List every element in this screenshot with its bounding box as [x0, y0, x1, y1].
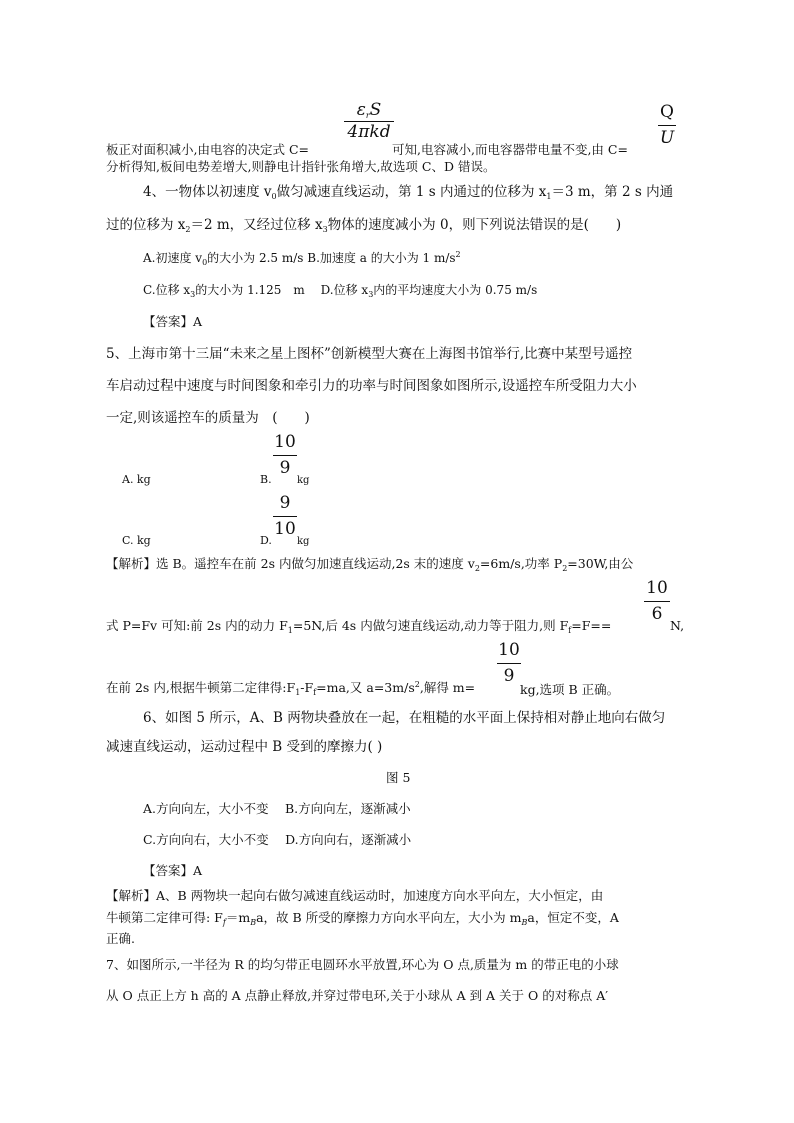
- q5-explanation-line-1: 【解析】选 B。遥控车在前 2s 内做匀加速直线运动,2s 末的速度 $v_2=6m/s$,功率 $P_2=30W$,由公: [106, 556, 634, 573]
- q5-option-c: C. kg: [122, 534, 151, 547]
- capacitor-line-1b: 可知,电容减小,而电容器带电量不变,由 C=: [392, 142, 628, 157]
- q7-stem-line-1: 7、如图所示,一半径为 R 的均匀带正电圆环水平放置,环心为 O 点,质量为 m 的带正电的小球: [106, 957, 619, 972]
- capacitor-line-1a: 板正对面积减小,由电容的决定式 C=: [106, 142, 309, 157]
- q5-explanation-line-2: 式 P=Fv 可知:前 2s 内的动力 $F_1=5N$,后 4s 内做匀速直线运动,动力等于阻力,则 $F_f=F==$: [106, 618, 612, 635]
- q5-explanation-line-3-end: kg,选项 B 正确。: [520, 682, 620, 697]
- q5-option-b-unit: kg: [297, 475, 310, 486]
- figure-caption: 图 5: [386, 770, 411, 785]
- q5-option-d-fraction: 9 10: [274, 493, 296, 539]
- q5-mass-fraction: 10 9: [498, 640, 520, 686]
- q4-stem-line-1: 4、一物体以初速度 $v_0$做匀减速直线运动，第 1 s 内通过的位移为 $x_1=3$ m，第 2 s 内通: [143, 184, 674, 201]
- q7-stem-line-2: 从 O 点正上方 h 高的 A 点静止释放,并穿过带电环,关于小球从 A 到 A 关于 O 的对称点 A′: [106, 988, 609, 1003]
- q5-explanation-line-3: 在前 2s 内,根据牛顿第二定律得$:F_1-F_f=ma$,又 $a=3m/s^2$,解得 m=: [106, 680, 476, 697]
- q6-stem-line-2: 减速直线运动，运动过程中 B 受到的摩擦力( ): [106, 739, 383, 755]
- q5-option-a: A. kg: [122, 473, 151, 486]
- q5-option-d-label: D.: [260, 534, 272, 547]
- q5-resistance-fraction: 10 6: [644, 580, 670, 623]
- q5-option-b-fraction: 10 9: [274, 432, 296, 478]
- q6-answer: 【答案】A: [143, 863, 203, 878]
- q4-option-c-d: C.位移 $x_3$的大小为 1.125 m D.位移 $x_3$内的平均速度大小为 0.75 m/s: [143, 283, 538, 299]
- q6-explanation-line-3: 正确.: [106, 931, 135, 946]
- capacitor-line-2: 分析得知,板间电势差增大,则静电计指针张角增大,故选项 C、D 错误。: [106, 159, 496, 174]
- q5-stem-line-1: 5、上海市第十三届“未来之星上图杯”创新模型大赛在上海图书馆举行,比赛中某型号遥控: [106, 346, 633, 362]
- q4-stem-line-2: 过的位移为 $x_2=2$ m，又经过位移 $x_3$物体的速度减小为 0，则下列说法错误的是( ): [106, 217, 622, 234]
- q5-option-b-label: B.: [260, 473, 272, 486]
- voltage-formula-fraction: Q U: [659, 102, 675, 148]
- q5-explanation-line-2-end: N,: [670, 618, 685, 633]
- q6-options-a-b: A.方向向左，大小不变 B.方向向左，逐渐减小: [143, 801, 411, 816]
- q6-stem-line-1: 6、如图 5 所示，A、B 两物块叠放在一起，在粗糙的水平面上保持相对静止地向右做匀: [143, 710, 666, 726]
- q6-explanation-line-2: 牛顿第二定律可得: $F_f=m_Ba$，故 B 所受的摩擦力方向水平向左，大小为 $m_Ba$，恒定不变，A: [106, 910, 619, 927]
- capacitance-formula-fraction: $\varepsilon_rS$ 4πkd: [344, 102, 394, 141]
- q4-answer: 【答案】A: [143, 314, 203, 329]
- q5-stem-line-2: 车启动过程中速度与时间图象和牵引力的功率与时间图象如图所示,设遥控车所受阻力大小: [106, 378, 637, 394]
- q5-option-d-unit: kg: [297, 536, 310, 547]
- q6-options-c-d: C.方向向右，大小不变 D.方向向右，逐渐减小: [143, 832, 412, 847]
- q4-option-a-b: A.初速度 $v_0$的大小为 2.5 m/s B.加速度 a 的大小为 1 $m/s^2$: [143, 250, 461, 267]
- q5-stem-line-3: 一定,则该遥控车的质量为 ( ): [106, 410, 310, 426]
- q6-explanation-line-1: 【解析】A、B 两物块一起向右做匀减速直线运动时，加速度方向水平向左，大小恒定，由: [106, 888, 604, 903]
